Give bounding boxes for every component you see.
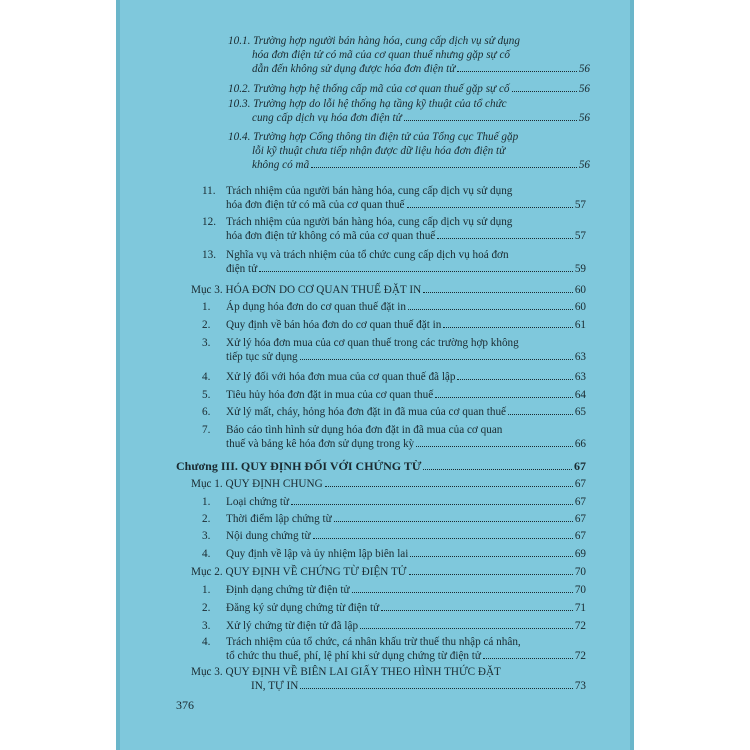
toc-entry xyxy=(202,184,586,212)
toc-entry xyxy=(202,300,586,314)
toc-entry-text: Báo cáo tình hình sử dụng hóa đơn đặt in đã mua của cơ quan xyxy=(226,424,503,436)
toc-entry-text: Xử lý chứng từ điện tử đã lập xyxy=(226,620,359,632)
toc-entry xyxy=(202,405,586,419)
toc-leader-dots xyxy=(435,397,573,398)
toc-leader-dots xyxy=(360,628,573,629)
toc-page-number: 70 xyxy=(574,584,586,596)
toc-leader-dots xyxy=(443,327,572,328)
toc-leader-dots xyxy=(334,521,573,522)
toc-entry-text: Mục 1. QUY ĐỊNH CHUNG xyxy=(191,478,323,490)
toc-line xyxy=(191,477,586,491)
toc-entry-text: tiếp tục sử dụng xyxy=(226,351,298,363)
toc-page-number: 67 xyxy=(574,459,586,473)
toc-entry-text: Quy định về bán hóa đơn do cơ quan thuế đặt in xyxy=(226,319,442,331)
toc-entry-number: 6. xyxy=(202,406,211,418)
toc-line xyxy=(228,158,590,172)
toc-leader-dots xyxy=(409,574,573,575)
toc-line xyxy=(228,97,590,111)
toc-line xyxy=(202,248,586,262)
toc-entry xyxy=(191,565,586,579)
toc-entry xyxy=(191,665,586,693)
toc-page-number: 73 xyxy=(574,680,586,692)
toc-entry-number: 4. xyxy=(202,371,211,383)
toc-line xyxy=(202,370,586,384)
page-right-edge xyxy=(630,0,634,750)
toc-entry-number: 2. xyxy=(202,319,211,331)
toc-entry xyxy=(202,370,586,384)
toc-page-number: 71 xyxy=(574,602,586,614)
toc-entry-text: 10.2. Trường hợp hệ thống cấp mã của cơ quan thuế gặp sự cố xyxy=(228,83,510,95)
toc-line xyxy=(202,649,586,663)
toc-entry-text: Đăng ký sử dụng chứng từ điện tử xyxy=(226,602,380,614)
toc-line xyxy=(202,198,586,212)
toc-line xyxy=(202,547,586,561)
page-number: 376 xyxy=(176,698,194,712)
toc-entry xyxy=(228,34,590,76)
toc-page-number: 72 xyxy=(574,650,586,662)
toc-line xyxy=(202,350,586,364)
toc-page-number: 63 xyxy=(574,351,586,363)
toc-line xyxy=(202,336,586,350)
toc-line xyxy=(191,679,586,693)
toc-entry-text: không có mã xyxy=(252,159,310,171)
toc-entry-text: điện tử xyxy=(226,263,258,275)
toc-page-number: 70 xyxy=(574,566,586,578)
toc-line xyxy=(202,423,586,437)
toc-entry-text: Thời điểm lập chứng từ xyxy=(226,513,332,525)
toc-entry-number: 2. xyxy=(202,602,211,614)
toc-leader-dots xyxy=(404,120,577,121)
toc-entry xyxy=(202,336,586,364)
toc-line xyxy=(202,529,586,543)
toc-entry-text: Xử lý đối với hóa đơn mua của cơ quan thuế đã lập xyxy=(226,371,456,383)
toc-entry-text: 10.1. Trường hợp người bán hàng hóa, cung cấp dịch vụ sử dụng xyxy=(228,35,520,47)
toc-line xyxy=(202,619,586,633)
toc-entry xyxy=(202,495,586,509)
toc-page-number: 60 xyxy=(574,301,586,313)
toc-entry-text: dẫn đến không sử dụng được hóa đơn điện tử xyxy=(252,63,456,75)
toc-page-number: 64 xyxy=(574,389,586,401)
toc-entry xyxy=(228,97,590,125)
toc-entry xyxy=(202,583,586,597)
toc-entry xyxy=(202,529,586,543)
toc-entry xyxy=(202,619,586,633)
toc-line xyxy=(191,565,586,579)
toc-entry-number: 3. xyxy=(202,620,211,632)
toc-entry-number: 1. xyxy=(202,496,211,508)
toc-line xyxy=(228,34,590,48)
toc-line xyxy=(228,62,590,76)
toc-page-number: 67 xyxy=(574,496,586,508)
toc-line xyxy=(191,283,586,297)
toc-page-number: 66 xyxy=(574,438,586,450)
toc-leader-dots xyxy=(381,610,573,611)
toc-leader-dots xyxy=(300,359,573,360)
toc-page-number: 61 xyxy=(574,319,586,331)
toc-line xyxy=(202,635,586,649)
toc-entry-number: 5. xyxy=(202,389,211,401)
toc-entry-text: tổ chức thu thuế, phí, lệ phí khi sử dụng chứng từ điện tử xyxy=(226,650,481,662)
toc-line xyxy=(228,144,590,158)
toc-leader-dots xyxy=(407,207,573,208)
toc-entry xyxy=(202,512,586,526)
toc-leader-dots xyxy=(300,688,573,689)
toc-entry-text: Quy định về lập và ủy nhiệm lập biên lai xyxy=(226,548,409,560)
toc-entry xyxy=(228,130,590,172)
toc-leader-dots xyxy=(259,271,573,272)
toc-entry-text: hóa đơn điện tử có mã của cơ quan thuế nhưng gặp sự cố xyxy=(252,49,511,61)
toc-page-number: 67 xyxy=(574,530,586,542)
toc-page-number: 56 xyxy=(578,159,590,171)
toc-entry xyxy=(202,423,586,451)
toc-leader-dots xyxy=(416,446,573,447)
toc-leader-dots xyxy=(410,556,572,557)
toc-entry-text: Xử lý hóa đơn mua của cơ quan thuế trong các trường hợp không xyxy=(226,337,519,349)
toc-entry-text: thuế và bảng kê hóa đơn sử dụng trong kỳ xyxy=(226,438,415,450)
toc-line xyxy=(202,215,586,229)
toc-line xyxy=(202,184,586,198)
toc-line xyxy=(202,318,586,332)
toc-entry-text: 10.4. Trường hợp Cổng thông tin điện tử của Tổng cục Thuế gặp xyxy=(228,131,519,143)
toc-page-number: 56 xyxy=(578,112,590,124)
toc-entry-text: Loại chứng từ xyxy=(226,496,290,508)
toc-entry-number: 4. xyxy=(202,548,211,560)
toc-page-number: 67 xyxy=(574,478,586,490)
toc-entry-text: Mục 3. QUY ĐỊNH VỀ BIÊN LAI GIẤY THEO HÌNH THỨC ĐẶT xyxy=(191,666,501,678)
toc-entry-text: Nghĩa vụ và trách nhiệm của tổ chức cung cấp dịch vụ hoá đơn xyxy=(226,249,509,261)
toc-entry-text: Định dạng chứng từ điện tử xyxy=(226,584,350,596)
toc-entry-number: 12. xyxy=(202,216,216,228)
toc-leader-dots xyxy=(457,71,576,72)
toc-entry-text: Áp dụng hóa đơn do cơ quan thuế đặt in xyxy=(226,301,406,313)
toc-line xyxy=(202,229,586,243)
toc-line xyxy=(202,437,586,451)
toc-line xyxy=(202,601,586,615)
toc-entry-text: hóa đơn điện tử không có mã của cơ quan thuế xyxy=(226,230,436,242)
toc-entry xyxy=(202,547,586,561)
toc-line xyxy=(228,82,590,96)
toc-entry xyxy=(202,601,586,615)
toc-leader-dots xyxy=(423,469,572,470)
toc-entry-text: Mục 3. HÓA ĐƠN DO CƠ QUAN THUẾ ĐẶT IN xyxy=(191,284,422,296)
toc-leader-dots xyxy=(408,309,573,310)
toc-page-number: 67 xyxy=(574,513,586,525)
toc-line xyxy=(228,48,590,62)
toc-leader-dots xyxy=(457,379,572,380)
toc-page-number: 56 xyxy=(578,63,590,75)
toc-line xyxy=(202,512,586,526)
toc-entry-text: Xử lý mất, cháy, hỏng hóa đơn đặt in đã mua của cơ quan thuế xyxy=(226,406,506,418)
toc-entry-number: 7. xyxy=(202,424,211,436)
toc-leader-dots xyxy=(512,91,577,92)
toc-entry xyxy=(191,283,586,297)
toc-line xyxy=(191,665,586,679)
toc-entry-text: 10.3. Trường hợp do lỗi hệ thống hạ tầng kỹ thuật của tổ chức xyxy=(228,98,507,110)
toc-leader-dots xyxy=(423,292,573,293)
toc-line xyxy=(176,459,586,473)
toc-entry-number: 1. xyxy=(202,301,211,313)
toc-page-number: 60 xyxy=(574,284,586,296)
toc-line xyxy=(202,388,586,402)
toc-entry xyxy=(202,318,586,332)
toc-page-number: 59 xyxy=(574,263,586,275)
toc-entry-number: 13. xyxy=(202,249,216,261)
toc-page-number: 63 xyxy=(574,371,586,383)
toc-entry-text: IN, TỰ IN xyxy=(251,680,299,692)
toc-line xyxy=(202,262,586,276)
toc-entry-text: lỗi kỹ thuật chưa tiếp nhận được dữ liệu hóa đơn điện tử xyxy=(252,145,506,157)
toc-entry-text: Trách nhiệm của tổ chức, cá nhân khấu trừ thuế thu nhập cá nhân, xyxy=(226,636,521,648)
toc-page-number: 57 xyxy=(574,230,586,242)
toc-line xyxy=(202,583,586,597)
toc-entry xyxy=(202,388,586,402)
toc-leader-dots xyxy=(291,504,573,505)
toc-leader-dots xyxy=(352,592,573,593)
toc-entry xyxy=(202,635,586,663)
toc-line xyxy=(202,300,586,314)
toc-page-number: 56 xyxy=(578,83,590,95)
toc-entry-text: cung cấp dịch vụ hóa đơn điện tử xyxy=(252,112,402,124)
toc-entry-text: Mục 2. QUY ĐỊNH VỀ CHỨNG TỪ ĐIỆN TỬ xyxy=(191,566,407,578)
toc-entry-text: Trách nhiệm của người bán hàng hóa, cung cấp dịch vụ sử dụng xyxy=(226,216,513,228)
toc-leader-dots xyxy=(437,238,573,239)
toc-entry-text: Trách nhiệm của người bán hàng hóa, cung cấp dịch vụ sử dụng xyxy=(226,185,513,197)
toc-entry-number: 2. xyxy=(202,513,211,525)
toc-line xyxy=(228,111,590,125)
toc-entry xyxy=(191,477,586,491)
toc-page-number: 69 xyxy=(574,548,586,560)
toc-entry-number: 3. xyxy=(202,337,211,349)
page-left-edge xyxy=(116,0,120,750)
toc-entry-number: 1. xyxy=(202,584,211,596)
toc-line xyxy=(228,130,590,144)
toc-leader-dots xyxy=(313,538,573,539)
toc-entry xyxy=(202,248,586,276)
toc-entry-text: Chương III. QUY ĐỊNH ĐỐI VỚI CHỨNG TỪ xyxy=(176,459,422,473)
toc-entry-number: 4. xyxy=(202,636,211,648)
toc-page-number: 65 xyxy=(574,406,586,418)
toc-page-number: 57 xyxy=(574,199,586,211)
toc-line xyxy=(202,495,586,509)
toc-leader-dots xyxy=(325,486,573,487)
toc-entry-text: hóa đơn điện tử có mã của cơ quan thuế xyxy=(226,199,405,211)
toc-line xyxy=(202,405,586,419)
toc-entry xyxy=(202,215,586,243)
toc-leader-dots xyxy=(508,414,573,415)
toc-entry-number: 11. xyxy=(202,185,216,197)
toc-entry xyxy=(228,82,590,96)
toc-leader-dots xyxy=(311,167,577,168)
toc-entry-text: Nội dung chứng từ xyxy=(226,530,311,542)
toc-entry-number: 3. xyxy=(202,530,211,542)
toc-leader-dots xyxy=(483,658,573,659)
toc-page-number: 72 xyxy=(574,620,586,632)
toc-entry-text: Tiêu hủy hóa đơn đặt in mua của cơ quan thuế xyxy=(226,389,434,401)
toc-entry xyxy=(176,459,586,473)
